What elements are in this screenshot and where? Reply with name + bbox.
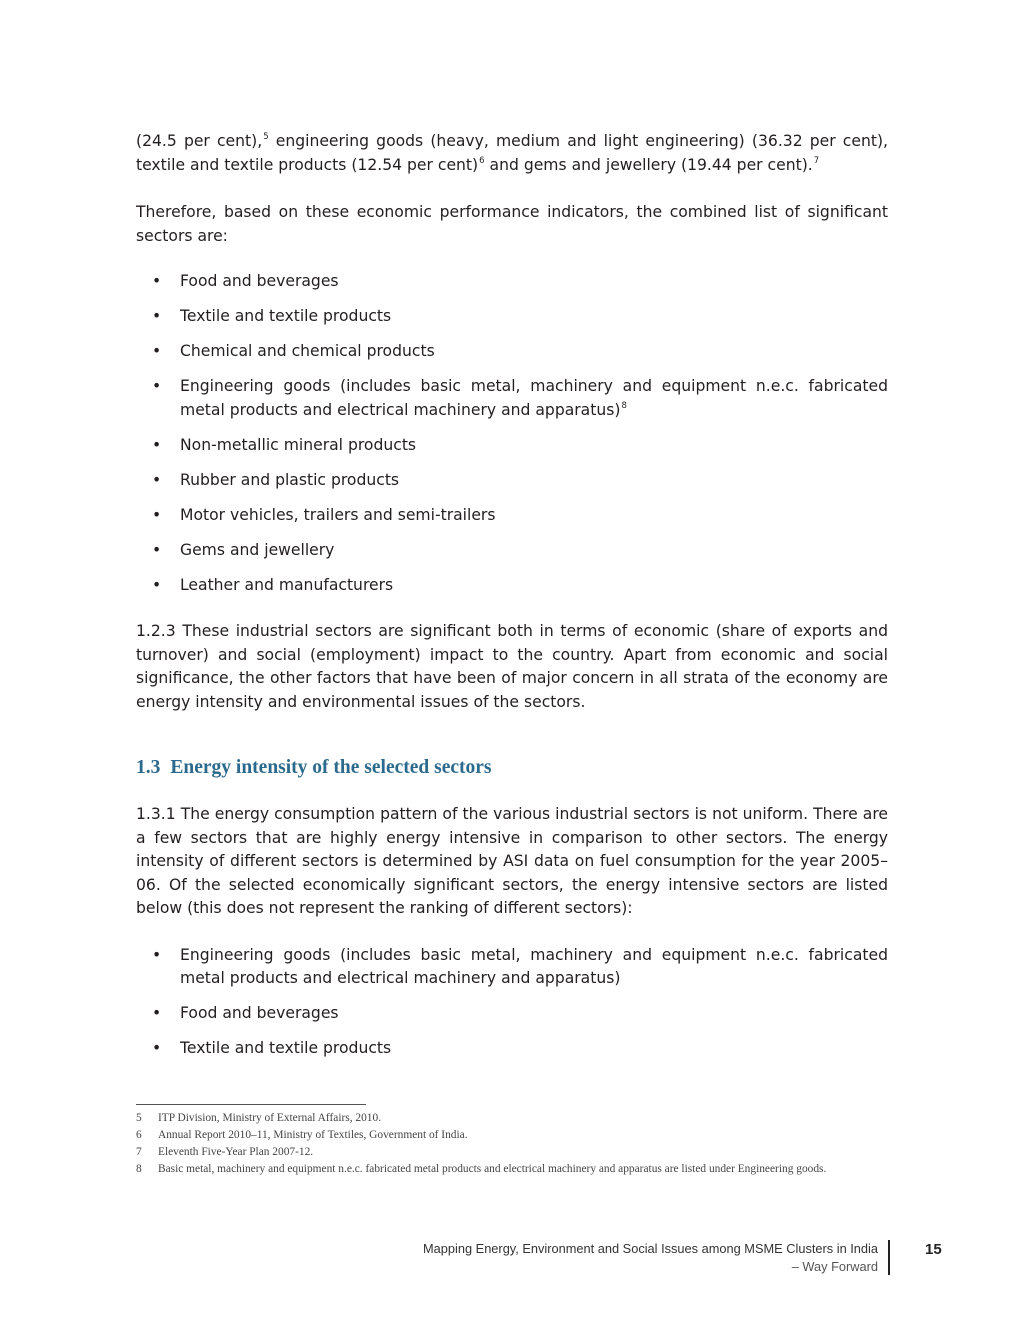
footnote-number: 5 — [136, 1112, 142, 1124]
list-item-text: Non-metallic mineral products — [180, 435, 417, 454]
list-item — [136, 539, 888, 563]
list-item — [136, 1002, 888, 1026]
list-item-text: Chemical and chemical products — [180, 342, 435, 360]
footnote-ref-8[interactable]: 8 — [621, 400, 627, 411]
footnote-ref-7[interactable]: 7 — [813, 155, 820, 166]
list-item-text: Motor vehicles, trailers and semi-trailers — [180, 505, 496, 524]
bullet: • — [152, 540, 162, 559]
list-item — [136, 305, 888, 329]
footnote-number: 8 — [136, 1163, 142, 1175]
list-item-text: Food and beverages — [180, 272, 339, 290]
footnote-8 — [136, 1161, 836, 1178]
list-item-text: Leather and manufacturers — [180, 575, 394, 594]
footnote-text: ITP Division, Ministry of External Affairs, 2010. — [158, 1112, 382, 1124]
footnote-6 — [136, 1127, 836, 1144]
footnote-number: 6 — [136, 1129, 142, 1141]
bullet: • — [152, 272, 162, 290]
list-item-text: Food and beverages — [180, 1004, 339, 1022]
paragraph-1-3-1: 1.3.1 The energy consumption pattern of the various industrial sectors is not uniform. There are a few sectors that are highly energy intensive in comparison to other sectors. The energy intensity of different sectors is determined by ASI data on fuel consumption for the year 2005–06. Of the selected economically significant sectors, the energy intensive sectors are listed below (this does not represent the ranking of different sectors): — [136, 805, 888, 917]
footnote-ref-6[interactable]: 6 — [479, 155, 485, 166]
bullet: • — [152, 307, 162, 325]
paragraph-1-2-3: 1.2.3 These industrial sectors are significant both in terms of economic (share of exports and turnover) and social (employment) impact to the country. Apart from economic and social significance, the other factors that have been of major concern in all strata of the economy are energy intensity and environmental issues of the sectors. — [136, 622, 888, 711]
footnote-number: 7 — [136, 1146, 142, 1158]
significant-sectors-list — [136, 270, 888, 597]
section-heading-1-3 — [136, 757, 888, 779]
bullet: • — [152, 575, 162, 594]
list-item — [136, 469, 888, 493]
footnote-text: Annual Report 2010–11, Ministry of Textiles, Government of India. — [158, 1129, 468, 1141]
footnote-ref-5[interactable]: 5 — [263, 132, 269, 142]
page-number: 15 — [925, 1241, 942, 1258]
list-item — [136, 434, 888, 458]
footnote-5 — [136, 1110, 836, 1127]
footer-subtitle: – Way Forward — [791, 1258, 878, 1274]
list-item-text: Textile and textile products — [180, 307, 392, 325]
list-item — [136, 375, 888, 422]
list-item-text: Rubber and plastic products — [180, 470, 400, 489]
footer-title: Mapping Energy, Environment and Social Issues among MSME Clusters in India — [423, 1241, 878, 1256]
paragraph-sector-shares — [136, 130, 888, 177]
bullet: • — [152, 342, 162, 360]
energy-intensive-sectors-list — [136, 944, 888, 1061]
section-number: 1.3 — [136, 757, 161, 778]
footer-divider — [888, 1240, 890, 1275]
footnote-divider — [136, 1104, 366, 1105]
footnotes — [136, 1110, 836, 1178]
footnote-text: Eleventh Five-Year Plan 2007-12. — [158, 1146, 314, 1158]
page-footer — [300, 1240, 878, 1275]
list-item — [136, 504, 888, 528]
bullet: • — [152, 377, 162, 395]
page-body — [136, 130, 888, 1061]
bullet: • — [152, 1004, 162, 1022]
bullet: • — [152, 1039, 162, 1057]
list-item — [136, 340, 888, 364]
list-item-text: Engineering goods (includes basic metal, machinery and equipment n.e.c. fabricated metal products and electrical machinery and apparatus) — [180, 377, 888, 419]
section-title: Energy intensity of the selected sectors — [170, 757, 492, 778]
list-item — [136, 270, 888, 294]
para1-text-a: (24.5 per cent), — [136, 132, 263, 150]
bullet: • — [152, 505, 162, 524]
paragraph-combined-list-intro: Therefore, based on these economic performance indicators, the combined list of significant sectors are: — [136, 203, 888, 245]
bullet: • — [152, 470, 162, 489]
bullet: • — [152, 945, 162, 964]
list-item-text: Engineering goods (includes basic metal, machinery and equipment n.e.c. fabricated metal products and electrical machinery and apparatus) — [180, 945, 888, 987]
bullet: • — [152, 435, 162, 454]
footnote-7 — [136, 1144, 836, 1161]
list-item — [136, 574, 888, 598]
list-item-text: Gems and jewellery — [180, 540, 335, 559]
para1-text-b: engineering goods (heavy, medium and light engineering) (36.32 per cent), textile and textile products (12.54 per cent) — [136, 132, 888, 174]
para1-text-c: and gems and jewellery (19.44 per cent). — [484, 155, 813, 174]
footnote-text: Basic metal, machinery and equipment n.e.c. fabricated metal products and electrical machinery and apparatus are listed under Engineering goods. — [158, 1163, 827, 1175]
list-item — [136, 944, 888, 991]
list-item-text: Textile and textile products — [180, 1039, 392, 1057]
list-item — [136, 1037, 888, 1061]
